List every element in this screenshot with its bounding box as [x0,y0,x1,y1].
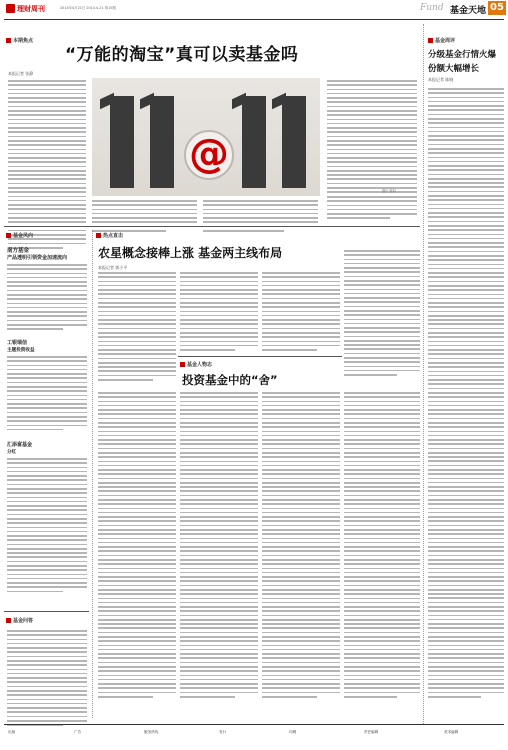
left-sub-4: 分红 [7,450,17,455]
middle-text-col-3 [262,272,340,353]
logo-mark-icon [6,4,15,13]
left-column-divider [92,230,93,718]
top-story-photo [92,78,320,196]
logo-text: 理财周刊 [17,5,45,13]
bottom-left-rule [4,611,89,612]
left-title-1: 南方基金 [7,248,30,254]
right-column-divider [423,24,424,724]
right-column-headline [428,48,506,74]
photo-digit-4 [282,96,306,188]
lower-text-col-4 [344,392,420,700]
middle-text-col-1 [98,272,176,383]
publication-logo [6,4,46,14]
footer [4,727,504,741]
left-sub-1: 工银瑞信 [7,340,28,346]
left-sub-3: 汇添富基金 [7,442,33,448]
footer-label-2: 服务热线 [144,730,159,734]
left-column-text-1 [7,264,87,333]
section-en: Fund [420,3,444,13]
top-story-text-under-2 [203,200,318,234]
photo-digit-1 [110,96,134,188]
lower-text-col-3 [262,392,340,700]
top-story-author: 本报记者 张静 [8,71,34,76]
left-column-text-2 [7,356,87,433]
footer-label-5: 责任编辑 [364,730,379,734]
photo-at-symbol [184,130,234,180]
right-column-author: 本报记者 陈晓 [428,77,454,82]
top-story-tag: 本期焦点 [6,37,33,44]
left-column-text-3 [7,458,87,595]
footer-label-4: 印刷 [289,730,297,734]
photo-digit-3 [242,96,266,188]
page-header [0,0,508,20]
right-column-text [428,88,504,700]
bottom-left-tag: 基金问答 [6,617,33,624]
header-rule [4,19,504,20]
photo-digit-2 [150,96,174,188]
lower-text-col-2 [180,392,258,700]
lower-text-col-1 [98,392,176,700]
top-story-text-under-1 [92,200,197,234]
page-number: 05 [488,1,506,15]
lower-story-headline: 投资基金中的“舍” [182,373,278,387]
lower-story-tag: 基金人物志 [180,361,212,368]
footer-label-6: 美术编辑 [444,730,459,734]
top-story-text-right-1 [327,80,417,200]
right-headline-line2: 份额大幅增长 [428,64,480,74]
left-sub-2: 主题投资收益 [7,348,35,353]
lower-story-rule [178,356,342,357]
at-icon: @ [189,131,229,177]
right-column-tag: 基金周评 [428,37,455,44]
top-story-headline: “万能的淘宝”真可以卖基金吗 [65,45,299,65]
middle-story-tag: 热点直击 [96,232,123,239]
left-column-tag: 基金风向 [6,232,33,239]
middle-story-author: 本报记者 郭小平 [98,265,128,270]
middle-text-col-4 [344,250,420,378]
footer-label-1: 广告 [74,730,82,734]
footer-rule [4,724,504,725]
mid-page-rule [4,226,420,227]
top-story-text-right-2 [327,196,417,222]
middle-story-headline: 农星概念接棒上涨 基金两主线布局 [98,246,283,260]
footer-label-0: 出版 [8,730,16,734]
middle-text-col-2 [180,272,258,353]
right-headline-line1: 分级基金行情火爆 [428,50,497,60]
issue-info: 2014年4月21日 2014.4.21 第15期 [60,6,116,10]
section-title: 基金天地 [450,6,487,16]
bottom-left-text [7,630,87,728]
footer-label-3: 发行 [219,730,227,734]
photo-caption: 图片 资料 [382,189,396,193]
left-title-2: 产品透明引领资金加速流向 [7,255,68,261]
